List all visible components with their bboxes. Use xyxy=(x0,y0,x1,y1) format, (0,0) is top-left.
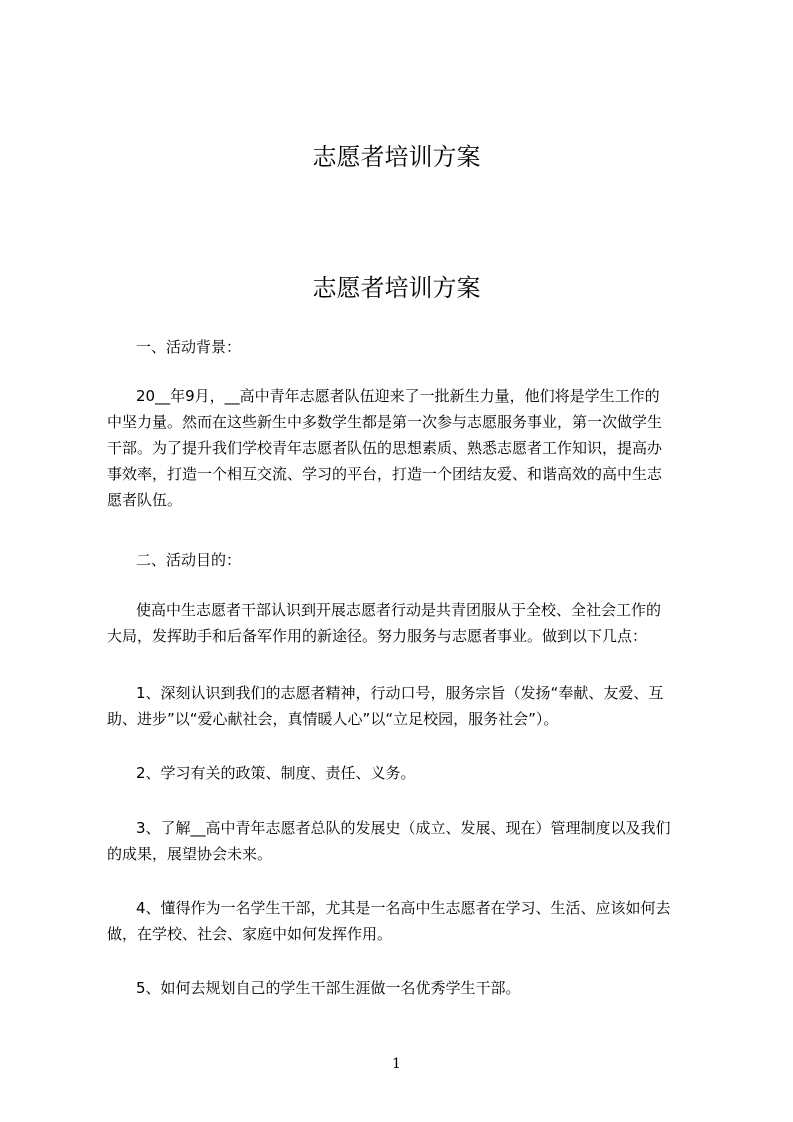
list-item xyxy=(107,815,691,867)
paragraph-line: 的成果，展望协会未来。 xyxy=(107,845,273,863)
purpose-paragraph xyxy=(107,597,691,649)
list-item xyxy=(107,760,691,786)
paragraph-line: 事效率，打造一个相互交流、学习的平台，打造一个团结友爱、和谐高效的高中生志 xyxy=(107,465,663,483)
paragraph-line: 5、如何去规划自己的学生干部生涯做一名优秀学生干部。 xyxy=(136,979,521,997)
paragraph-line: 3、了解__高中青年志愿者总队的发展史（成立、发展、现在）管理制度以及我们 xyxy=(136,819,671,837)
paragraph-line: 1、深刻认识到我们的志愿者精神，行动口号，服务宗旨（发扬“奉献、友爱、互 xyxy=(136,684,664,702)
paragraph-line: 使高中生志愿者干部认识到开展志愿者行动是共青团服从于全校、全社会工作的 xyxy=(136,601,662,619)
paragraph-line: 干部。为了提升我们学校青年志愿者队伍的思想素质、熟悉志愿者工作知识，提高办 xyxy=(107,439,663,457)
paragraph-line: 2、学习有关的政策、制度、责任、义务。 xyxy=(136,764,416,782)
paragraph-line: 中坚力量。然而在这些新生中多数学生都是第一次参与志愿服务事业，第一次做学生 xyxy=(107,413,663,431)
paragraph-line: 大局，发挥助手和后备军作用的新途径。努力服务与志愿者事业。做到以下几点： xyxy=(107,627,648,645)
paragraph-line: 4、懂得作为一名学生干部，尤其是一名高中生志愿者在学习、生活、应该如何去 xyxy=(136,899,671,917)
cover-title: 志愿者培训方案 xyxy=(312,143,481,171)
section-heading-background: 一、活动背景： xyxy=(136,338,242,356)
paragraph-line: 做，在学校、社会、家庭中如何发挥作用。 xyxy=(107,925,393,943)
background-paragraph xyxy=(107,383,691,513)
paragraph-line: 20__年9月，__高中青年志愿者队伍迎来了一批新生力量，他们将是学生工作的 xyxy=(136,387,660,405)
paragraph-line: 愿者队伍。 xyxy=(107,491,183,509)
paragraph-line: 助、进步”以“爱心献社会，真情暖人心”以“立足校园，服务社会”）。 xyxy=(107,710,559,728)
list-item xyxy=(107,975,691,1001)
document-title: 志愿者培训方案 xyxy=(312,274,481,302)
page-number: 1 xyxy=(392,1056,401,1072)
list-item xyxy=(107,895,691,947)
list-item xyxy=(107,680,691,732)
section-heading-purpose: 二、活动目的： xyxy=(136,551,242,569)
